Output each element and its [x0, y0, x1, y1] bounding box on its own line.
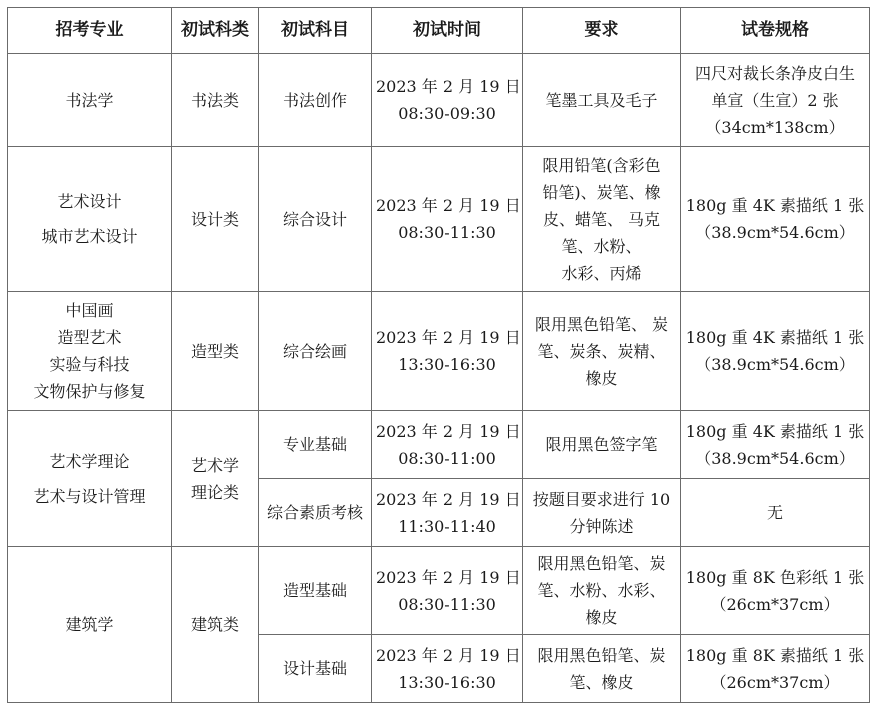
requirement-line: 水彩、丙烯 [561, 263, 642, 283]
header-paper: 试卷规格 [681, 8, 870, 54]
table-row [8, 292, 870, 411]
requirement-line: 分钟陈述 [569, 516, 634, 536]
time-cell [372, 292, 523, 411]
paper-cell [681, 479, 870, 547]
time-cell [372, 547, 523, 635]
time-cell [372, 479, 523, 547]
requirement-line: 限用黑色铅笔、炭 [537, 645, 666, 665]
table-row [8, 547, 870, 635]
exam-hours: 11:30-11:40 [398, 516, 496, 536]
category-cell [172, 54, 259, 147]
paper-line: （34cm*138cm） [705, 117, 845, 137]
category-cell [172, 547, 259, 703]
table-row [8, 54, 870, 147]
category-name: 建筑类 [190, 615, 239, 634]
requirement-line: 橡皮 [585, 608, 618, 627]
exam-date: 2023 年 2 月 19 日 [376, 196, 521, 215]
requirement-cell [523, 547, 681, 635]
header-subject: 初试科目 [259, 8, 372, 54]
requirement-line: 笔、水粉、水彩、 [537, 581, 666, 600]
paper-line: 无 [766, 503, 783, 522]
time-cell [372, 635, 523, 703]
paper-cell [681, 292, 870, 411]
paper-line: 180g 重 8K 素描纸 1 张 [685, 645, 865, 665]
major-cell [8, 411, 172, 547]
category-name: 书法类 [190, 90, 239, 110]
exam-date: 2023 年 2 月 19 日 [376, 77, 521, 96]
exam-hours: 13:30-16:30 [398, 355, 496, 374]
major-name: 城市艺术设计 [41, 227, 138, 246]
header-requirement: 要求 [523, 8, 681, 54]
paper-cell [681, 54, 870, 147]
major-cell [8, 547, 172, 703]
exam-hours: 08:30-11:30 [398, 223, 496, 242]
requirement-line: 限用铅笔(含彩色 [542, 155, 661, 175]
paper-line: 180g 重 4K 素描纸 1 张 [685, 196, 865, 215]
requirement-line: 笔、橡皮 [569, 672, 634, 692]
time-cell [372, 411, 523, 479]
requirement-cell [523, 635, 681, 703]
major-name: 艺术设计 [57, 192, 122, 211]
major-name: 实验与科技 [49, 355, 130, 374]
major-cell [8, 54, 172, 147]
paper-line: （38.9cm*54.6cm） [695, 448, 855, 468]
requirement-line: 皮、蜡笔、 马克 [542, 209, 661, 229]
exam-date: 2023 年 2 月 19 日 [376, 567, 521, 587]
major-name: 造型艺术 [57, 328, 122, 347]
major-name: 书法学 [65, 90, 114, 110]
requirement-line: 橡皮 [585, 368, 618, 388]
paper-line: 180g 重 8K 色彩纸 1 张 [685, 567, 865, 587]
time-cell [372, 54, 523, 147]
paper-cell [681, 635, 870, 703]
paper-line: （38.9cm*54.6cm） [695, 223, 855, 242]
major-name: 文物保护与修复 [33, 382, 146, 401]
exam-schedule-table [7, 7, 870, 703]
category-name: 理论类 [190, 482, 239, 502]
requirement-cell [523, 411, 681, 479]
exam-hours: 13:30-16:30 [398, 672, 496, 692]
paper-line: 单宣（生宣）2 张 [711, 90, 839, 110]
subject-cell: 造型基础 [259, 547, 372, 635]
category-name: 造型类 [190, 341, 239, 361]
major-name: 中国画 [65, 301, 114, 320]
exam-hours: 08:30-11:30 [398, 594, 496, 614]
header-category: 初试科类 [172, 8, 259, 54]
table-row [8, 411, 870, 479]
exam-date: 2023 年 2 月 19 日 [376, 489, 521, 509]
paper-cell [681, 411, 870, 479]
paper-line: （26cm*37cm） [710, 594, 840, 614]
requirement-line: 笔、水粉、 [561, 236, 642, 256]
major-name: 建筑学 [65, 615, 114, 634]
requirement-cell [523, 147, 681, 292]
subject-cell: 专业基础 [259, 411, 372, 479]
paper-line: 四尺对裁长条净皮白生 [694, 63, 855, 83]
requirement-line: 限用黑色签字笔 [545, 435, 658, 454]
paper-line: （38.9cm*54.6cm） [695, 355, 855, 374]
requirement-line: 笔墨工具及毛子 [545, 90, 658, 110]
category-name: 设计类 [190, 209, 239, 229]
subject-cell: 书法创作 [259, 54, 372, 147]
major-cell [8, 292, 172, 411]
exam-date: 2023 年 2 月 19 日 [376, 645, 521, 665]
exam-date: 2023 年 2 月 19 日 [376, 421, 521, 441]
paper-cell [681, 147, 870, 292]
paper-line: 180g 重 4K 素描纸 1 张 [685, 421, 865, 441]
requirement-line: 笔、炭条、炭精、 [537, 341, 666, 361]
subject-cell: 综合绘画 [259, 292, 372, 411]
category-cell [172, 292, 259, 411]
category-cell [172, 411, 259, 547]
time-cell [372, 147, 523, 292]
requirement-cell [523, 54, 681, 147]
major-cell [8, 147, 172, 292]
requirement-line: 限用黑色铅笔、 炭 [534, 314, 669, 334]
requirement-line: 按题目要求进行 10 [532, 489, 671, 509]
paper-line: 180g 重 4K 素描纸 1 张 [685, 328, 865, 347]
subject-cell: 设计基础 [259, 635, 372, 703]
header-time: 初试时间 [372, 8, 523, 54]
requirement-cell [523, 479, 681, 547]
exam-hours: 08:30-11:00 [398, 448, 496, 468]
major-name: 艺术与设计管理 [33, 486, 146, 506]
requirement-line: 铅笔)、炭笔、橡 [542, 182, 661, 202]
paper-line: （26cm*37cm） [710, 672, 840, 692]
paper-cell [681, 547, 870, 635]
table-row [8, 147, 870, 292]
subject-cell: 综合素质考核 [259, 479, 372, 547]
subject-cell: 综合设计 [259, 147, 372, 292]
major-name: 艺术学理论 [49, 451, 130, 471]
header-row [8, 8, 870, 54]
category-name: 艺术学 [190, 455, 239, 475]
requirement-line: 限用黑色铅笔、炭 [537, 554, 666, 573]
exam-hours: 08:30-09:30 [398, 104, 496, 123]
requirement-cell [523, 292, 681, 411]
category-cell [172, 147, 259, 292]
exam-date: 2023 年 2 月 19 日 [376, 328, 521, 347]
header-major: 招考专业 [8, 8, 172, 54]
